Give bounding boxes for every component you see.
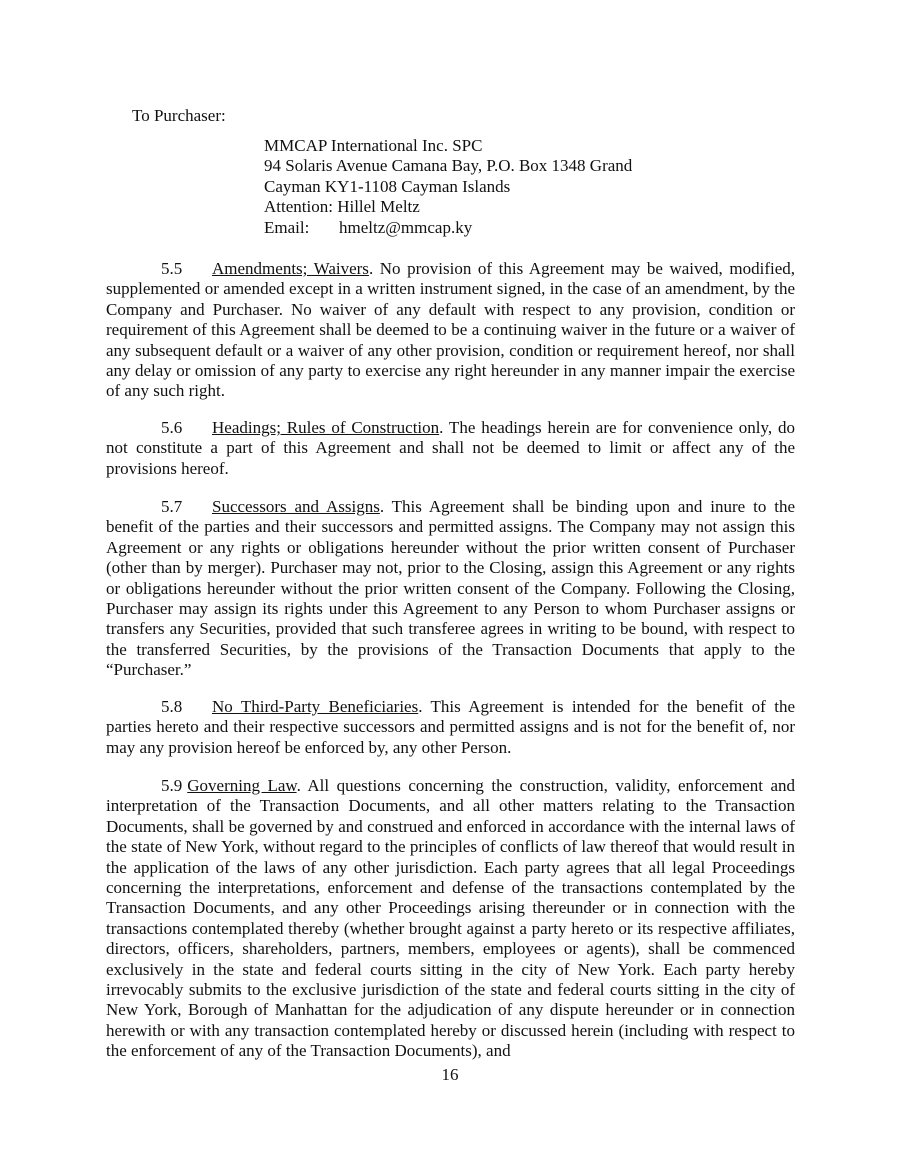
address-line-email <box>264 218 632 238</box>
email-label: Email: <box>264 217 310 237</box>
heading-period: . <box>439 418 444 437</box>
heading-period: . <box>368 259 374 278</box>
section-number: 5.5 <box>161 259 183 278</box>
section-number: 5.6 <box>161 418 183 437</box>
section-body: The headings herein are for convenience only, do not constitute a part of this Agreement and shall not be deemed to limit or affect any of the provisions hereof. <box>106 418 795 478</box>
page-number: 16 <box>441 1065 459 1084</box>
section-5-9-governing-law <box>106 776 795 1062</box>
section-heading: Governing Law <box>187 776 297 795</box>
section-heading: Amendments; Waivers <box>212 259 369 278</box>
notice-to-label: To Purchaser: <box>132 106 226 125</box>
section-body: This Agreement is intended for the benefit of the parties hereto and their respective successors and permitted assigns and is not for the benefit of, nor may any provision hereof be enforced by, any other Person. <box>106 697 795 757</box>
section-heading: Successors and Assigns <box>212 497 380 516</box>
section-5-6-headings <box>106 418 795 479</box>
section-heading: No Third-Party Beneficiaries <box>212 697 419 716</box>
address-line-attention: Attention: Hillel Meltz <box>264 197 420 217</box>
section-5-5-amendments-waivers <box>106 259 795 402</box>
section-number: 5.7 <box>161 497 183 516</box>
address-line-company: MMCAP International Inc. SPC <box>264 136 483 155</box>
email-value: hmeltz@mmcap.ky <box>339 217 473 237</box>
section-5-7-successors-assigns <box>106 497 795 681</box>
heading-period: . <box>296 776 301 795</box>
section-5-8-no-third-party <box>106 697 795 758</box>
purchaser-address-block <box>264 136 632 238</box>
section-number: 5.8 <box>161 697 183 716</box>
address-line-street: 94 Solaris Avenue Camana Bay, P.O. Box 1348 Grand <box>264 156 633 176</box>
address-line-city: Cayman KY1-1108 Cayman Islands <box>264 176 511 196</box>
section-number: 5.9 <box>161 776 183 795</box>
section-body: All questions concerning the construction, validity, enforcement and interpretation of the Transaction Documents, and all other matters relating to the Transaction Documents, shall be governed by and construed and enforced in accordance with the internal laws of the state of New York, without regard to the principles of conflicts of law thereof that would result in the application of the laws of any other jurisdiction. Each party agrees that all legal Proceedings concerning the interpretations, enforcement and defense of the transactions contemplated by the Transaction Documents, and any other Proceedings arising thereunder or in connection with the transactions contemplated thereby (whether brought against a party hereto or its respective affiliates, directors, officers, shareholders, partners, members, employees or agents), shall be commenced exclusively in the state and federal courts sitting in the city of New York. Each party hereby irrevocably submits to the exclusive jurisdiction of the state and federal courts sitting in the city of New York, Borough of Manhattan for the adjudication of any dispute hereunder or in connection herewith or with any transaction contemplated hereby or discussed herein (including with respect to the enforcement of any of the Transaction Documents), and <box>106 776 795 1061</box>
heading-period: . <box>418 697 423 716</box>
section-heading: Headings; Rules of Construction <box>212 418 440 437</box>
section-body: This Agreement shall be binding upon and inure to the benefit of the parties and their successors and permitted assigns. The Company may not assign this Agreement or any rights or obligations hereunder without the prior written consent of Purchaser (other than by merger). Purchaser may not, prior to the Closing, assign this Agreement or any rights or obligations hereunder without the prior written consent of the Company. Following the Closing, Purchaser may assign its rights under this Agreement to any Person to whom Purchaser assigns or transfers any Securities, provided that such transferee agrees in writing to be bound, with respect to the transferred Securities, by the provisions of the Transaction Documents that apply to the “Purchaser.” <box>106 497 795 680</box>
heading-period: . <box>379 497 385 516</box>
section-body: No provision of this Agreement may be waived, modified, supplemented or amended except in a written instrument signed, in the case of an amendment, by the Company and Purchaser. No waiver of any default with respect to any provision, condition or requirement of this Agreement shall be deemed to be a continuing waiver in the future or a waiver of any subsequent default or a waiver of any other provision, condition or requirement hereof, nor shall any delay or omission of any party to exercise any right hereunder in any manner impair the exercise of any such right. <box>106 259 796 401</box>
